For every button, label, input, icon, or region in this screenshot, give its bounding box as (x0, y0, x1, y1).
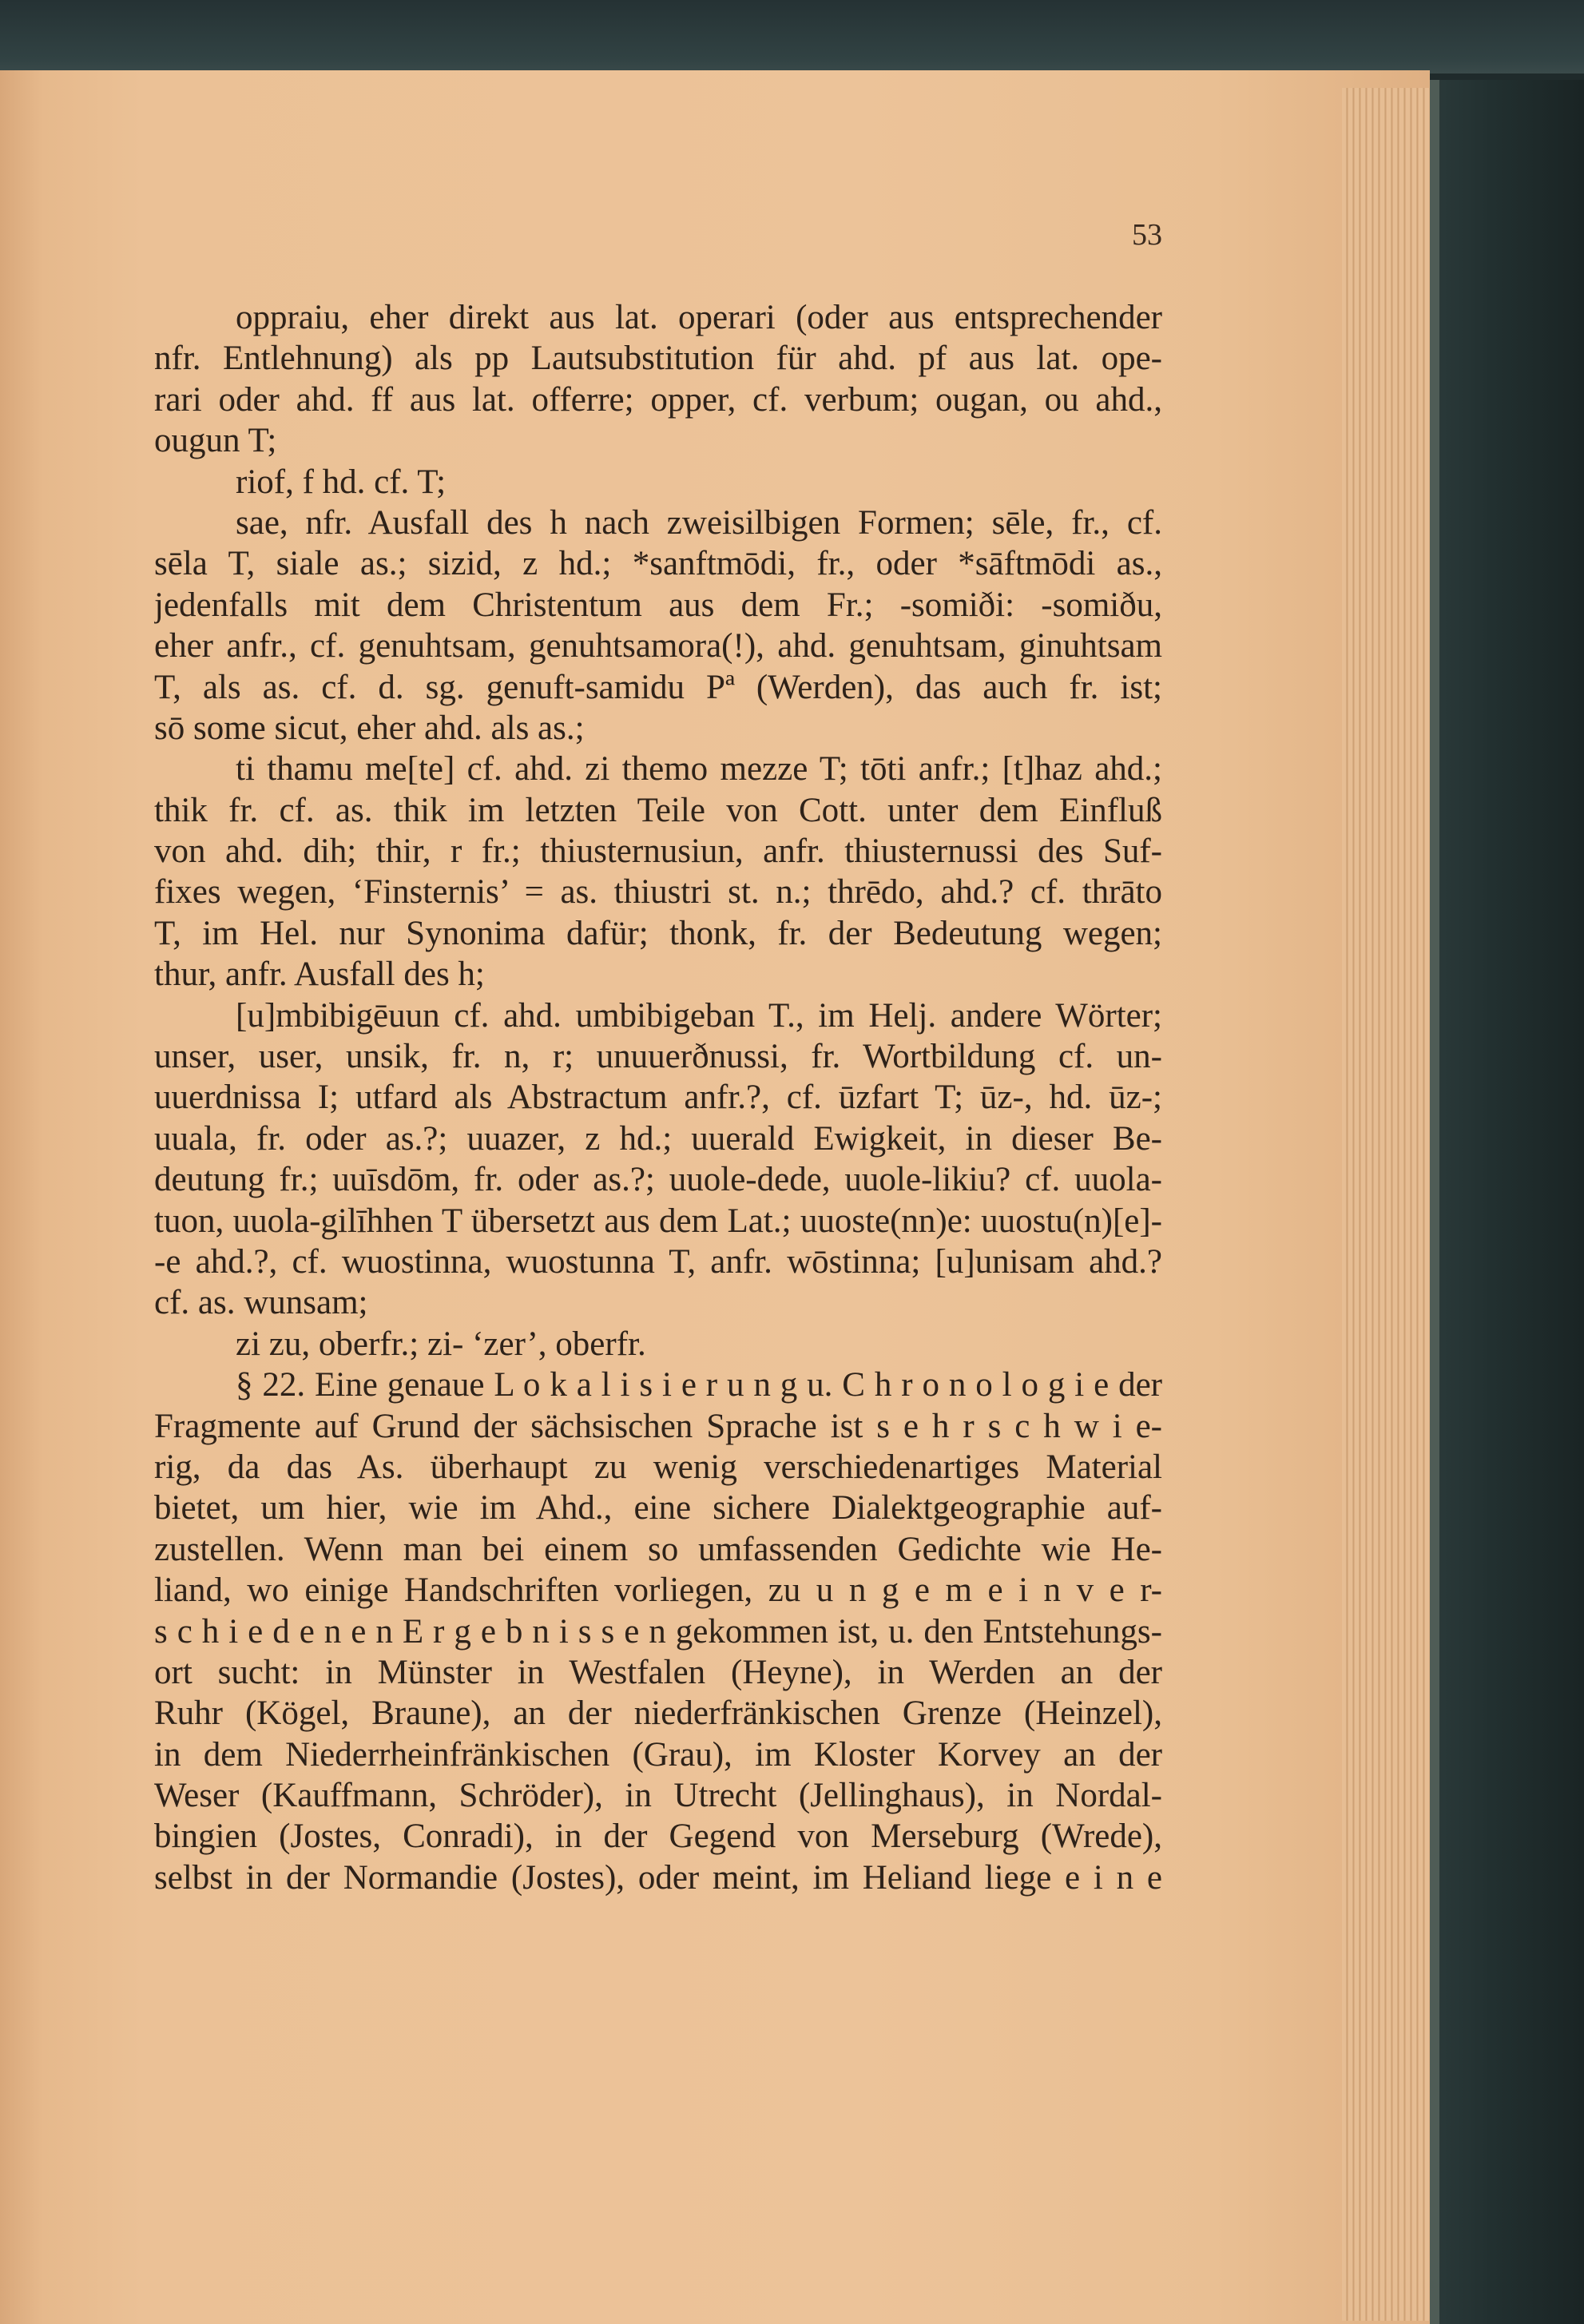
text-line: zi zu, oberfr.; zi- ‘zer’, oberfr. (236, 1325, 646, 1363)
text-line: ort sucht: in Münster in Westfalen (Heyne), in Werden an der (154, 1653, 1162, 1691)
text-line: ti thamu me[te] cf. ahd. zi themo mezze T; tōti anfr.; [t]haz ahd.; (236, 750, 1162, 789)
text-line: § 22. Eine genaue L o k a l i s i e r u n g u. C h r o n o l o g i e der (236, 1366, 1162, 1404)
text-line: fixes wegen, ‘Finsternis’ = as. thiustri st. n.; thrēdo, ahd.? cf. thrāto (154, 873, 1162, 912)
text-line: eher anfr., cf. genuhtsam, genuhtsamora(!), ahd. genuhtsam, ginuhtsam (154, 627, 1162, 665)
text-line: -e ahd.?, cf. wuostinna, wuostunna T, anfr. wōstinna; [u]unisam ahd.? (154, 1242, 1162, 1281)
text-line: thik fr. cf. as. thik im letzten Teile von Cott. unter dem Einfluß (154, 791, 1162, 829)
body-text (154, 297, 1162, 1898)
text-line: rari oder ahd. ff aus lat. offerre; opper, cf. verbum; ougan, ou ahd., (154, 380, 1162, 419)
text-line: ougun T; (154, 422, 277, 460)
book-cover-right (1430, 80, 1584, 2324)
text-line: thur, anfr. Ausfall des h; (154, 955, 485, 994)
text-line: deutung fr.; uuīsdōm, fr. oder as.?; uuole-dede, uuole-likiu? cf. uuola- (154, 1161, 1162, 1199)
text-line: in dem Niederrheinfränkischen (Grau), im Kloster Korvey an der (154, 1735, 1162, 1774)
text-line: rig, da das As. überhaupt zu wenig verschiedenartiges Material (154, 1448, 1162, 1486)
text-line: s c h i e d e n e n E r g e b n i s s e n gekommen ist, u. den Entstehungs- (154, 1612, 1162, 1651)
text-line: zustellen. Wenn man bei einem so umfassenden Gedichte wie He- (154, 1530, 1162, 1568)
text-line: T, als as. cf. d. sg. genuft-samidu Pª (Werden), das auch fr. ist; (154, 668, 1162, 706)
page-edges (1342, 88, 1438, 2321)
book-cover-top (0, 0, 1584, 73)
text-line: tuon, uuola-gilīhhen T übersetzt aus dem Lat.; uuoste(nn)e: uuostu(n)[e]- (154, 1202, 1162, 1240)
text-line: bietet, um hier, wie im Ahd., eine sichere Dialektgeographie auf- (154, 1489, 1162, 1527)
text-line: oppraiu, eher direkt aus lat. operari (oder aus entsprechender (236, 299, 1162, 336)
text-line: bingien (Jostes, Conradi), in der Gegend von Merseburg (Wrede), (154, 1817, 1162, 1856)
text-line: [u]mbibigēuun cf. ahd. umbibigeban T., im Helj. andere Wörter; (236, 996, 1162, 1035)
text-line: sae, nfr. Ausfall des h nach zweisilbigen Formen; sēle, fr., cf. (236, 503, 1162, 542)
text-line: sēla T, siale as.; sizid, z hd.; *sanftmōdi, fr., oder *sāftmōdi as., (154, 545, 1162, 583)
text-line: selbst in der Normandie (Jostes), oder meint, im Heliand liege e i n e (154, 1858, 1162, 1897)
text-line: nfr. Entlehnung) als pp Lautsubstitution für ahd. pf aus lat. ope- (154, 340, 1162, 378)
text-line: Ruhr (Kögel, Braune), an der niederfränkischen Grenze (Heinzel), (154, 1694, 1162, 1733)
text-line: liand, wo einige Handschriften vorliegen, zu u n g e m e i n v e r- (154, 1571, 1162, 1610)
text-line: uuerdnissa I; utfard als Abstractum anfr.?, cf. ūzfart T; ūz-, hd. ūz-; (154, 1079, 1162, 1117)
text-line: cf. as. wunsam; (154, 1284, 368, 1322)
text-line: uuala, fr. oder as.?; uuazer, z hd.; uuerald Ewigkeit, in dieser Be- (154, 1119, 1162, 1158)
text-line: Fragmente auf Grund der sächsischen Sprache ist s e h r s c h w i e- (154, 1407, 1162, 1445)
text-line: unser, user, unsik, fr. n, r; unuuerðnussi, fr. Wortbildung cf. un- (154, 1038, 1162, 1076)
text-line: von ahd. dih; thir, r fr.; thiusternusiun, anfr. thiusternussi des Suf- (154, 832, 1162, 871)
text-line: sō some sicut, eher ahd. als as.; (154, 709, 585, 747)
page-number: 53 (1132, 218, 1162, 252)
text-line: T, im Hel. nur Synonima dafür; thonk, fr. der Bedeutung wegen; (154, 914, 1162, 952)
cover-edge-strip (1430, 80, 1439, 2324)
text-line: jedenfalls mit dem Christentum aus dem Fr.; -somiði: -somiðu, (154, 586, 1162, 624)
text-line: riof, f hd. cf. T; (236, 463, 447, 501)
text-line: Weser (Kauffmann, Schröder), in Utrecht (Jellinghaus), in Nordal- (154, 1777, 1162, 1815)
